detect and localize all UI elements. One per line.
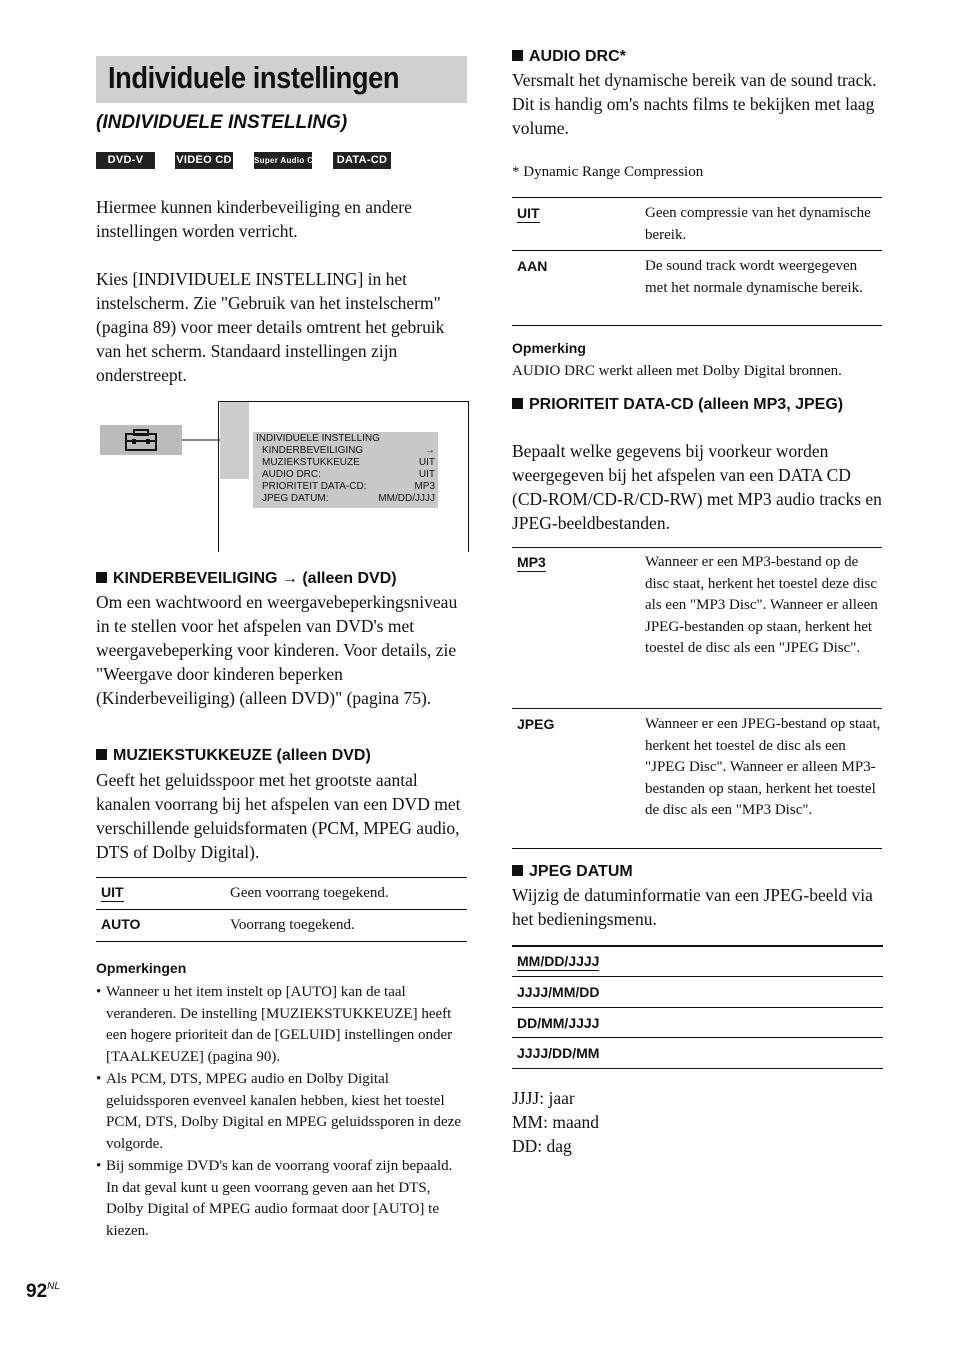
option-label-text: UIT <box>517 205 540 221</box>
footnote: * Dynamic Range Compression <box>512 164 704 180</box>
diagram-row-label: AUDIO DRC: <box>262 469 321 480</box>
option-label-text: MM/DD/JJJJ <box>517 953 600 969</box>
prioriteit-text: Bepaalt welke gegevens bij voorkeur worden weergegeven bij het afspelen van een DATA CD (CD-ROM/CD-R/CD-RW) met MP3 audio tracks en JPEG-beeldbestanden. <box>512 441 882 533</box>
square-bullet-icon <box>512 865 523 876</box>
square-bullet-icon <box>512 50 523 61</box>
option-label-jjjj-dd-mm: JJJJ/DD/MM <box>517 1045 600 1061</box>
page-suffix: NL <box>47 1281 60 1292</box>
table-rule <box>512 1007 883 1008</box>
bullet-icon: • <box>96 1071 102 1087</box>
option-label-aan: AAN <box>517 258 548 274</box>
table-rule <box>512 1037 883 1038</box>
note-text: Als PCM, DTS, MPEG audio en Dolby Digital geluidssporen evenveel kanalen hebben, kiest het toestel PCM, DTS, Dolby Digital en MPEG geluidssporen in deze volgorde. <box>106 1071 461 1152</box>
badge-video-cd: VIDEO CD <box>175 152 233 169</box>
heading-text: PRIORITEIT DATA-CD (alleen MP3, JPEG) <box>529 396 844 413</box>
table-rule <box>512 250 882 251</box>
jpeg-datum-text: Wijzig de datuminformatie van een JPEG-beeld via het bedieningsmenu. <box>512 885 873 929</box>
option-desc: Wanneer er een MP3-bestand op de disc staat, herkent het toestel deze disc als een "MP3 Disc". Wanneer er alleen JPEG-bestanden op staan, herkent het toestel de disc als een "JPEG Disc". <box>645 554 878 656</box>
option-label-jpeg: JPEG <box>517 716 555 732</box>
option-label-jjjj-mm-dd: JJJJ/MM/DD <box>517 984 600 1000</box>
table-rule <box>512 325 882 326</box>
diagram-menu-row <box>256 445 435 457</box>
heading-text: MUZIEKSTUKKEUZE (alleen DVD) <box>113 747 371 764</box>
kinderbeveiliging-text: Om een wachtwoord en weergavebeperkingsniveau in te stellen voor het afspelen van DVD's met weergavebeperking voor kinderen. Voor details, zie "Weergave door kinderen beperken (Kinderbeveiliging) (alleen DVD)" (pagina 75). <box>96 592 458 708</box>
table-rule <box>96 941 467 942</box>
diagram-frame-top <box>218 401 469 402</box>
option-desc: Voorrang toegekend. <box>230 917 355 933</box>
note-heading: Opmerking <box>512 340 586 356</box>
heading-text: AUDIO DRC* <box>529 48 626 65</box>
option-label-uit <box>517 205 540 221</box>
square-bullet-icon <box>96 749 107 760</box>
table-rule <box>512 945 883 947</box>
badge-super-audio-cd: Super Audio CD <box>254 152 312 169</box>
table-rule <box>512 976 883 977</box>
bullet-icon: • <box>96 984 102 1000</box>
diagram-row-value: UIT <box>418 469 435 480</box>
diagram-menu-row <box>256 457 435 469</box>
diagram-row-value: MM/DD/JJJJ <box>378 493 435 504</box>
legend-item: DD: dag <box>512 1136 572 1156</box>
muziekstukkeuze-text: Geeft het geluidsspoor met het grootste aantal kanalen voorrang bij het afspelen van een DVD met verschillende geluidsformaten (PCM, MPEG audio, DTS of Dolby Digital). <box>96 770 461 862</box>
legend-list <box>512 1086 599 1158</box>
diagram-frame-right <box>468 401 469 552</box>
intro-paragraph-2: Kies [INDIVIDUELE INSTELLING] in het instelscherm. Zie "Gebruik van het instelscherm" (pagina 89) voor meer details omtrent het gebruik van het scherm. Standaard instellingen zijn onderstreept. <box>96 269 445 385</box>
legend-item: JJJJ: jaar <box>512 1088 575 1108</box>
section-heading-audio-drc <box>512 46 892 68</box>
option-label-dd-mm-jjjj: DD/MM/JJJJ <box>517 1015 600 1031</box>
intro-paragraph-1: Hiermee kunnen kinderbeveiliging en andere instellingen worden verricht. <box>96 197 412 241</box>
diagram-row-label: PRIORITEIT DATA-CD: <box>262 481 367 492</box>
option-desc: Geen compressie van het dynamische bereik. <box>645 205 871 243</box>
option-label-text: UIT <box>101 884 124 900</box>
table-rule <box>512 708 882 709</box>
note-text: Wanneer u het item instelt op [AUTO] kan de taal veranderen. De instelling [MUZIEKSTUKKEUZE] heeft een hogere prioriteit dan de [GELUID] instellingen onder [TAALKEUZE] (pagina 90). <box>106 984 453 1065</box>
diagram-row-label: KINDERBEVEILIGING <box>262 445 364 456</box>
diagram-menu <box>253 432 438 508</box>
section-heading-jpeg-datum <box>512 861 892 883</box>
list-item <box>96 982 468 1068</box>
diagram-frame <box>218 401 219 552</box>
option-label-uit <box>101 884 124 900</box>
page-number-text: 92 <box>26 1281 48 1302</box>
square-bullet-icon <box>512 398 523 409</box>
table-rule <box>512 848 882 849</box>
option-desc: Geen voorrang toegekend. <box>230 885 389 901</box>
option-label-text: MP3 <box>517 554 546 570</box>
diagram-row-value: → <box>425 445 435 456</box>
option-label-mm-dd-jjjj <box>517 953 599 969</box>
option-label-auto: AUTO <box>101 916 141 932</box>
table-rule <box>512 547 882 548</box>
heading-text: JPEG DATUM <box>529 863 633 880</box>
page-subtitle: (INDIVIDUELE INSTELLING) <box>96 112 348 133</box>
table-rule <box>96 877 467 878</box>
section-heading-kinderbeveiliging <box>96 568 476 590</box>
diagram-row-label: JPEG DATUM: <box>262 493 329 504</box>
badge-dvd-v: DVD-V <box>96 152 155 169</box>
list-item <box>96 1156 468 1242</box>
option-desc: Wanneer er een JPEG-bestand op staat, herkent het toestel de disc als een "JPEG Disc". Wanneer er alleen MP3-bestanden op staan, herkent het toestel de disc als een "MP3 Disc". <box>645 716 881 818</box>
square-bullet-icon <box>96 572 107 583</box>
section-heading-prioriteit <box>512 394 872 416</box>
diagram-menu-row <box>256 481 435 493</box>
page-number <box>26 1281 60 1303</box>
section-heading-muziekstukkeuze <box>96 745 476 767</box>
diagram-row-value: MP3 <box>414 481 435 492</box>
note-text: Bij sommige DVD's kan de voorrang vooraf zijn bepaald. In dat geval kunt u geen voorrang geven aan het DTS, Dolby Digital of MPEG audio formaat door [AUTO] te kiezen. <box>106 1158 453 1239</box>
notes-list <box>96 982 468 1242</box>
diagram-row-label: MUZIEKSTUKKEUZE <box>262 457 360 468</box>
table-rule <box>512 197 882 198</box>
badge-data-cd: DATA-CD <box>333 152 391 169</box>
toolbox-icon-box <box>100 425 182 455</box>
diagram-menu-row <box>256 469 435 481</box>
diagram-sidebar <box>220 402 249 479</box>
diagram-menu-title: INDIVIDUELE INSTELLING <box>256 433 380 444</box>
page-title: Individuele instellingen <box>108 60 400 95</box>
toolbox-icon <box>100 425 182 455</box>
heading-text: KINDERBEVEILIGING → (alleen DVD) <box>113 570 397 587</box>
diagram-menu-row <box>256 493 435 505</box>
option-label-mp3 <box>517 554 546 570</box>
option-desc: De sound track wordt weergegeven met het normale dynamische bereik. <box>645 258 863 296</box>
table-rule <box>96 909 467 910</box>
list-item <box>96 1069 468 1155</box>
bullet-icon: • <box>96 1158 102 1174</box>
legend-item: MM: maand <box>512 1112 600 1132</box>
table-rule <box>512 1068 883 1069</box>
diagram-row-value: UIT <box>418 457 435 468</box>
notes-heading: Opmerkingen <box>96 960 187 976</box>
note-text: AUDIO DRC werkt alleen met Dolby Digital bronnen. <box>512 363 842 379</box>
audio-drc-text: Versmalt het dynamische bereik van de sound track. Dit is handig om's nachts films te bekijken met laag volume. <box>512 70 877 138</box>
